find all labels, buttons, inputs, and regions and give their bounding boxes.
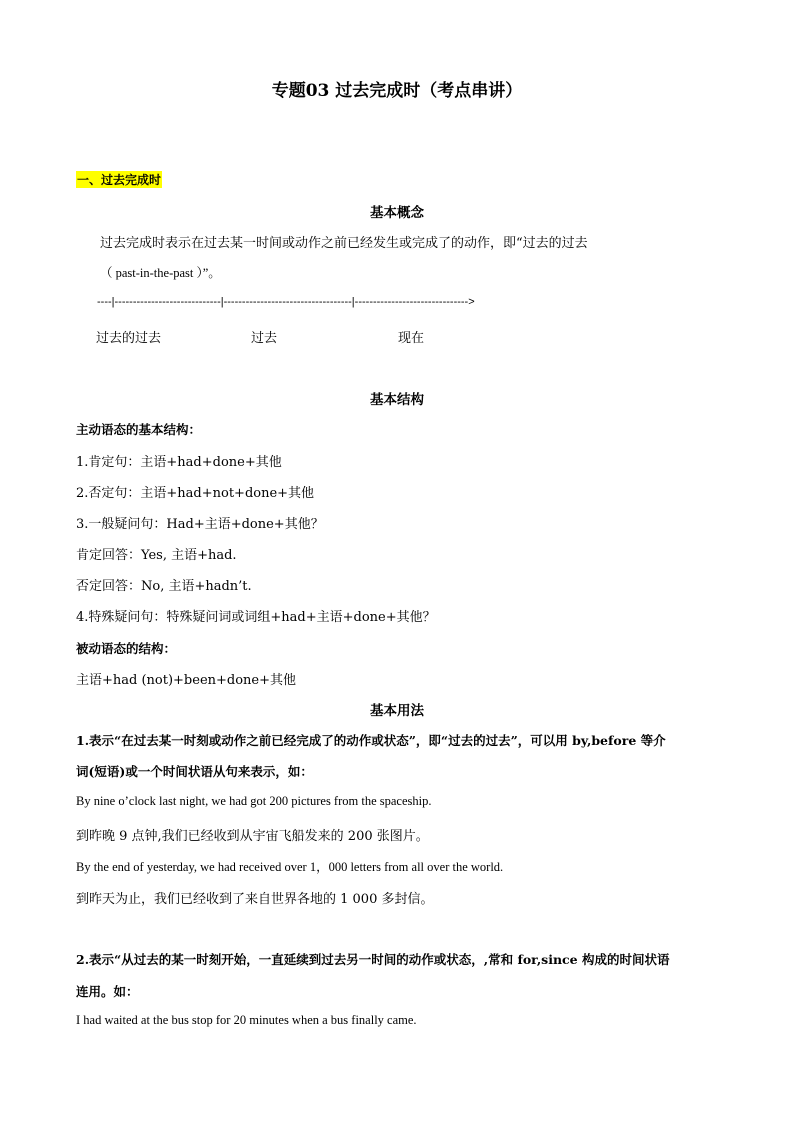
example-2-chinese: 到昨天为止，我们已经收到了来自世界各地的 1 000 多封信。 [76, 892, 434, 907]
structure-item: 3.一般疑问句：Had+主语+done+其他？ [76, 517, 324, 532]
heading-basic-structure: 基本结构 [370, 392, 424, 408]
example-3-english: I had waited at the bus stop for 20 minutes when a bus finally came. [76, 1013, 417, 1027]
structure-item: 2.否定句：主语+had+not+done+其他 [76, 486, 315, 501]
structure-item: 1.肯定句：主语+had+done+其他 [76, 455, 282, 470]
concept-line-2: （ past-in-the-past ）”。 [100, 266, 221, 280]
example-1-chinese: 到昨晚 9 点钟,我们已经收到从宇宙飞船发来的 200 张图片。 [76, 829, 429, 844]
passive-structure: 主语+had (not)+been+done+其他 [76, 673, 297, 688]
concept-line-1: 过去完成时表示在过去某一时间或动作之前已经发生或完成了的动作，即“过去的过去 [100, 236, 588, 251]
timeline-label-present: 现在 [398, 331, 425, 346]
structure-item: 否定回答：No, 主语+hadn’t. [76, 579, 252, 594]
timeline-diagram: ----|-----------------------------|-----------------------------------|-------------------------------> [97, 296, 475, 308]
usage-point-2-line-2: 连用。如： [76, 984, 139, 999]
usage-point-1-line-1: 1.表示“在过去某一时刻或动作之前已经完成了的动作或状态”，即“过去的过去”，可以用 by,before 等介 [76, 733, 666, 748]
active-voice-title: 主动语态的基本结构： [76, 422, 202, 437]
heading-basic-usage: 基本用法 [370, 703, 424, 719]
passive-voice-title: 被动语态的结构： [76, 641, 177, 656]
example-1-english: By nine o’clock last night, we had got 200 pictures from the spaceship. [76, 794, 432, 808]
usage-point-1-line-2: 词(短语)或一个时间状语从句来表示，如： [76, 764, 313, 779]
structure-item: 4.特殊疑问句：特殊疑问词或词组+had+主语+done+其他？ [76, 610, 436, 625]
usage-point-2-line-1: 2.表示“从过去的某一时刻开始，一直延续到过去另一时间的动作或状态，,常和 for,since 构成的时间状语 [76, 952, 670, 967]
timeline-label-past-of-past: 过去的过去 [96, 331, 162, 346]
page-title: 专题03 过去完成时（考点串讲） [271, 81, 523, 101]
heading-basic-concept: 基本概念 [370, 205, 424, 221]
timeline-label-past: 过去 [251, 331, 278, 346]
example-2-english: By the end of yesterday, we had received over 1，000 letters from all over the world. [76, 860, 504, 874]
structure-item: 肯定回答：Yes, 主语+had. [76, 548, 237, 563]
section-label-past-perfect: 一、过去完成时 [77, 173, 162, 187]
